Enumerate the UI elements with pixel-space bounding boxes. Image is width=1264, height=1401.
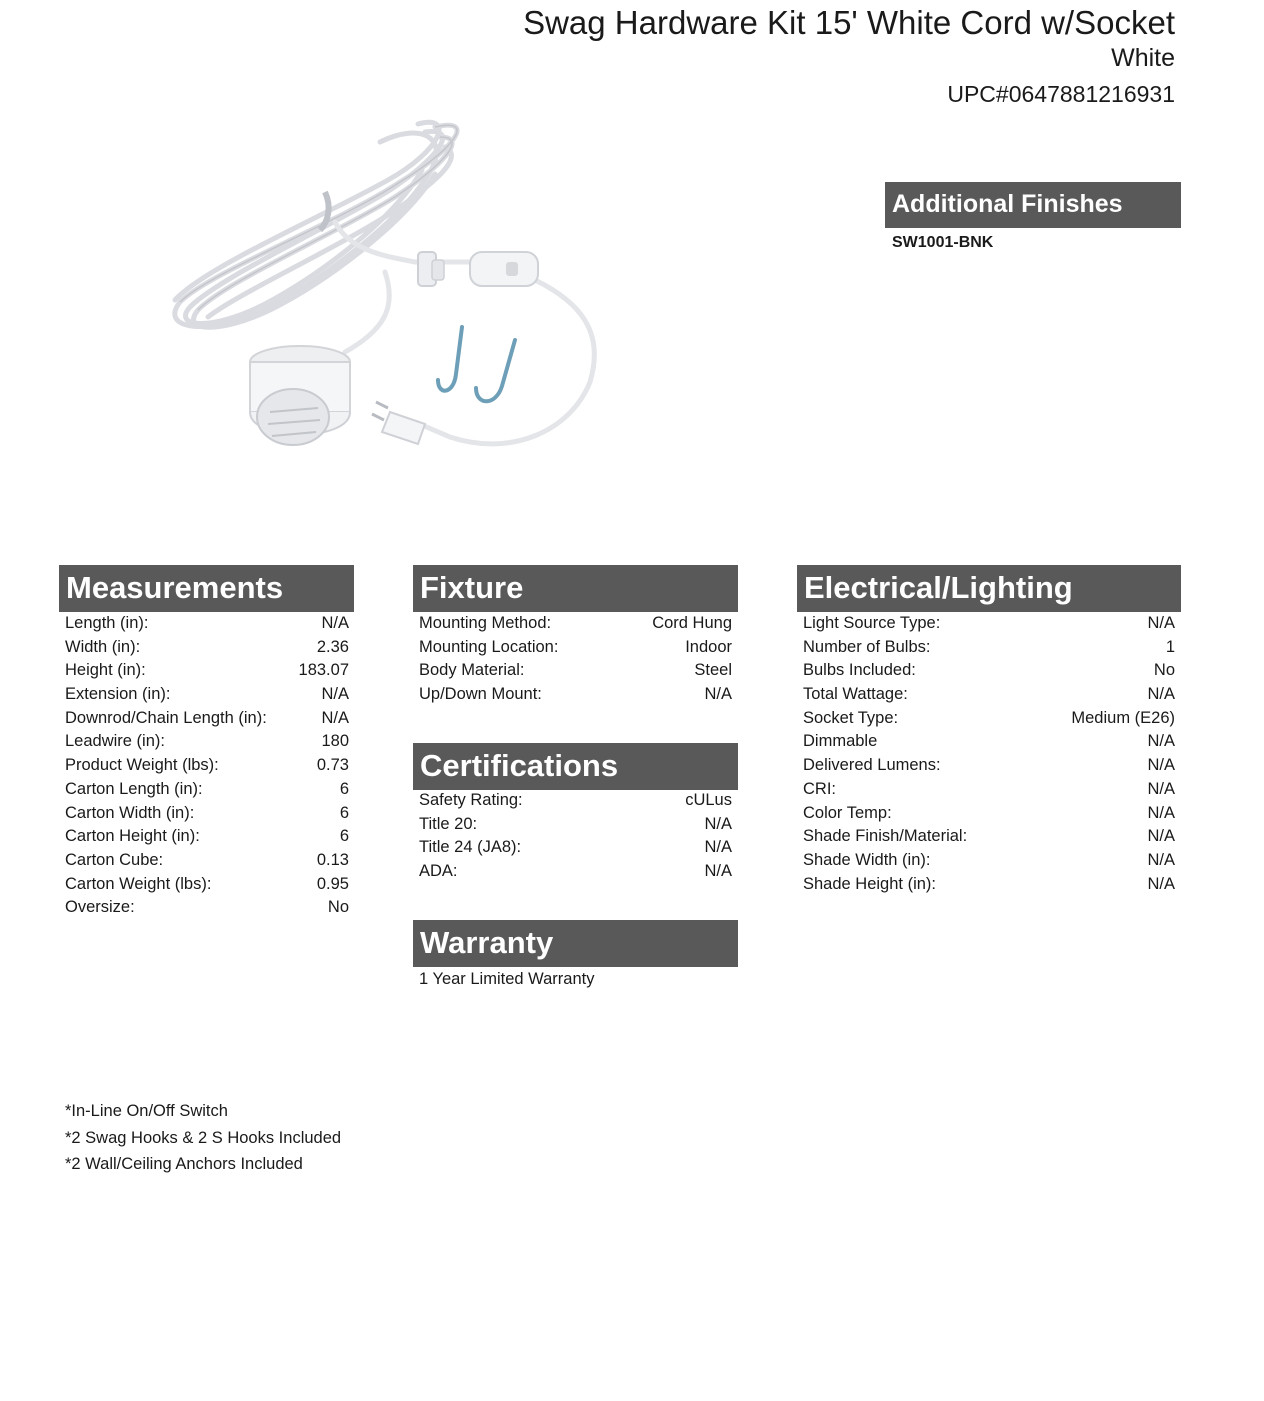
product-upc: UPC#0647881216931 [947, 81, 1175, 107]
spec-label: Title 24 (JA8): [419, 838, 522, 857]
certifications-heading: Certifications [413, 743, 738, 790]
spec-label: Leadwire (in): [65, 732, 165, 751]
spec-value: 0.95 [316, 874, 349, 893]
spec-row [65, 754, 349, 778]
spec-label: Mounting Location: [419, 637, 559, 656]
spec-row [65, 825, 349, 849]
spec-value: N/A [704, 814, 732, 833]
product-title: Swag Hardware Kit 15' White Cord w/Socket [523, 4, 1175, 41]
spec-value: N/A [1147, 685, 1175, 704]
spec-value: N/A [1147, 614, 1175, 632]
spec-value: N/A [1147, 827, 1175, 846]
spec-row [803, 778, 1175, 802]
fixture-table [419, 612, 732, 707]
spec-value: N/A [321, 685, 349, 704]
spec-row [419, 636, 732, 660]
measurements-heading: Measurements [59, 565, 354, 612]
spec-label: Downrod/Chain Length (in): [65, 708, 267, 727]
spec-value: Indoor [685, 637, 732, 656]
spec-label: Socket Type: [803, 708, 899, 727]
spec-row [65, 636, 349, 660]
spec-row [803, 849, 1175, 873]
product-photo [150, 112, 620, 472]
spec-label: Dimmable [803, 732, 878, 751]
fixture-heading: Fixture [413, 565, 738, 612]
spec-label: Width (in): [65, 637, 141, 656]
spec-row [803, 754, 1175, 778]
socket [250, 346, 350, 445]
spec-row [803, 873, 1175, 897]
spec-row [419, 836, 732, 860]
spec-row [65, 873, 349, 897]
spec-value: 183.07 [298, 661, 349, 680]
spec-label: Mounting Method: [419, 614, 552, 632]
spec-label: Light Source Type: [803, 614, 941, 632]
spec-value: N/A [704, 862, 732, 881]
spec-row [803, 825, 1175, 849]
spec-value: N/A [321, 614, 349, 632]
spec-label: Extension (in): [65, 685, 171, 704]
spec-label: Safety Rating: [419, 791, 523, 809]
spec-label: Height (in): [65, 661, 146, 680]
spec-row [419, 813, 732, 837]
spec-label: Delivered Lumens: [803, 756, 941, 775]
spec-row [803, 707, 1175, 731]
spec-value: 2.36 [316, 637, 349, 656]
spec-row [65, 802, 349, 826]
spec-value: 6 [339, 779, 349, 798]
spec-label: Carton Height (in): [65, 827, 200, 846]
spec-value: Steel [694, 661, 732, 680]
spec-label: Bulbs Included: [803, 661, 916, 680]
spec-row [419, 860, 732, 884]
spec-value: N/A [704, 685, 732, 704]
spec-label: ADA: [419, 862, 458, 881]
spec-label: Number of Bulbs: [803, 637, 931, 656]
spec-value: 180 [321, 732, 349, 751]
spec-label: Title 20: [419, 814, 478, 833]
spec-value: Medium (E26) [1071, 708, 1175, 727]
spec-value: N/A [704, 838, 732, 857]
spec-row [803, 612, 1175, 636]
spec-label: Shade Width (in): [803, 850, 931, 869]
spec-row [419, 659, 732, 683]
spec-row [65, 849, 349, 873]
spec-row [65, 730, 349, 754]
cord-clip [418, 252, 444, 286]
spec-row [803, 659, 1175, 683]
spec-label: Carton Length (in): [65, 779, 203, 798]
spec-label: Carton Width (in): [65, 803, 195, 822]
warranty-heading: Warranty [413, 920, 738, 967]
spec-label: Carton Weight (lbs): [65, 874, 212, 893]
additional-finishes-heading: Additional Finishes [885, 182, 1181, 228]
spec-value: N/A [1147, 850, 1175, 869]
spec-label: Length (in): [65, 614, 149, 632]
spec-value: 1 [1165, 637, 1175, 656]
spec-value: N/A [1147, 803, 1175, 822]
spec-row [65, 896, 349, 920]
spec-label: Carton Cube: [65, 850, 164, 869]
spec-row [65, 612, 349, 636]
finish-sku-link[interactable]: SW1001-BNK [892, 234, 994, 251]
electrical-heading: Electrical/Lighting [797, 565, 1181, 612]
spec-row [803, 802, 1175, 826]
spec-row [65, 683, 349, 707]
feature-notes [65, 1098, 341, 1178]
spec-value: N/A [321, 708, 349, 727]
spec-label: Body Material: [419, 661, 525, 680]
spec-row [803, 636, 1175, 660]
spec-value: 6 [339, 827, 349, 846]
measurements-table [65, 612, 349, 920]
spec-label: Color Temp: [803, 803, 892, 822]
electrical-table [803, 612, 1175, 896]
spec-row [65, 659, 349, 683]
spec-value: No [327, 898, 349, 917]
spec-value: Cord Hung [652, 614, 732, 632]
spec-label: Product Weight (lbs): [65, 756, 219, 775]
spec-label: CRI: [803, 779, 836, 798]
spec-row [419, 612, 732, 636]
spec-row [419, 789, 732, 813]
spec-label: Total Wattage: [803, 685, 908, 704]
certifications-table [419, 789, 732, 884]
cord-runs [335, 222, 594, 444]
spec-row [65, 778, 349, 802]
spec-label: Oversize: [65, 898, 135, 917]
note-item: *2 Wall/Ceiling Anchors Included [65, 1155, 303, 1173]
note-item: *In-Line On/Off Switch [65, 1102, 228, 1120]
spec-row [419, 683, 732, 707]
spec-value: 0.13 [316, 850, 349, 869]
product-finish: White [1111, 44, 1175, 72]
spec-value: 6 [339, 803, 349, 822]
spec-row [803, 683, 1175, 707]
spec-value: cULus [685, 791, 732, 809]
spec-value: N/A [1147, 756, 1175, 775]
plug [372, 402, 425, 444]
spec-value: 0.73 [316, 756, 349, 775]
warranty-text: 1 Year Limited Warranty [419, 970, 595, 988]
spec-value: N/A [1147, 732, 1175, 751]
cord-coil [175, 122, 457, 327]
inline-switch [470, 252, 538, 286]
swag-hooks [438, 327, 515, 401]
spec-value: N/A [1147, 779, 1175, 798]
spec-row [803, 730, 1175, 754]
spec-label: Shade Finish/Material: [803, 827, 968, 846]
spec-label: Shade Height (in): [803, 874, 936, 893]
note-item: *2 Swag Hooks & 2 S Hooks Included [65, 1128, 342, 1147]
spec-value: No [1153, 661, 1175, 680]
spec-value: N/A [1147, 874, 1175, 893]
spec-row [65, 707, 349, 731]
spec-label: Up/Down Mount: [419, 685, 542, 704]
